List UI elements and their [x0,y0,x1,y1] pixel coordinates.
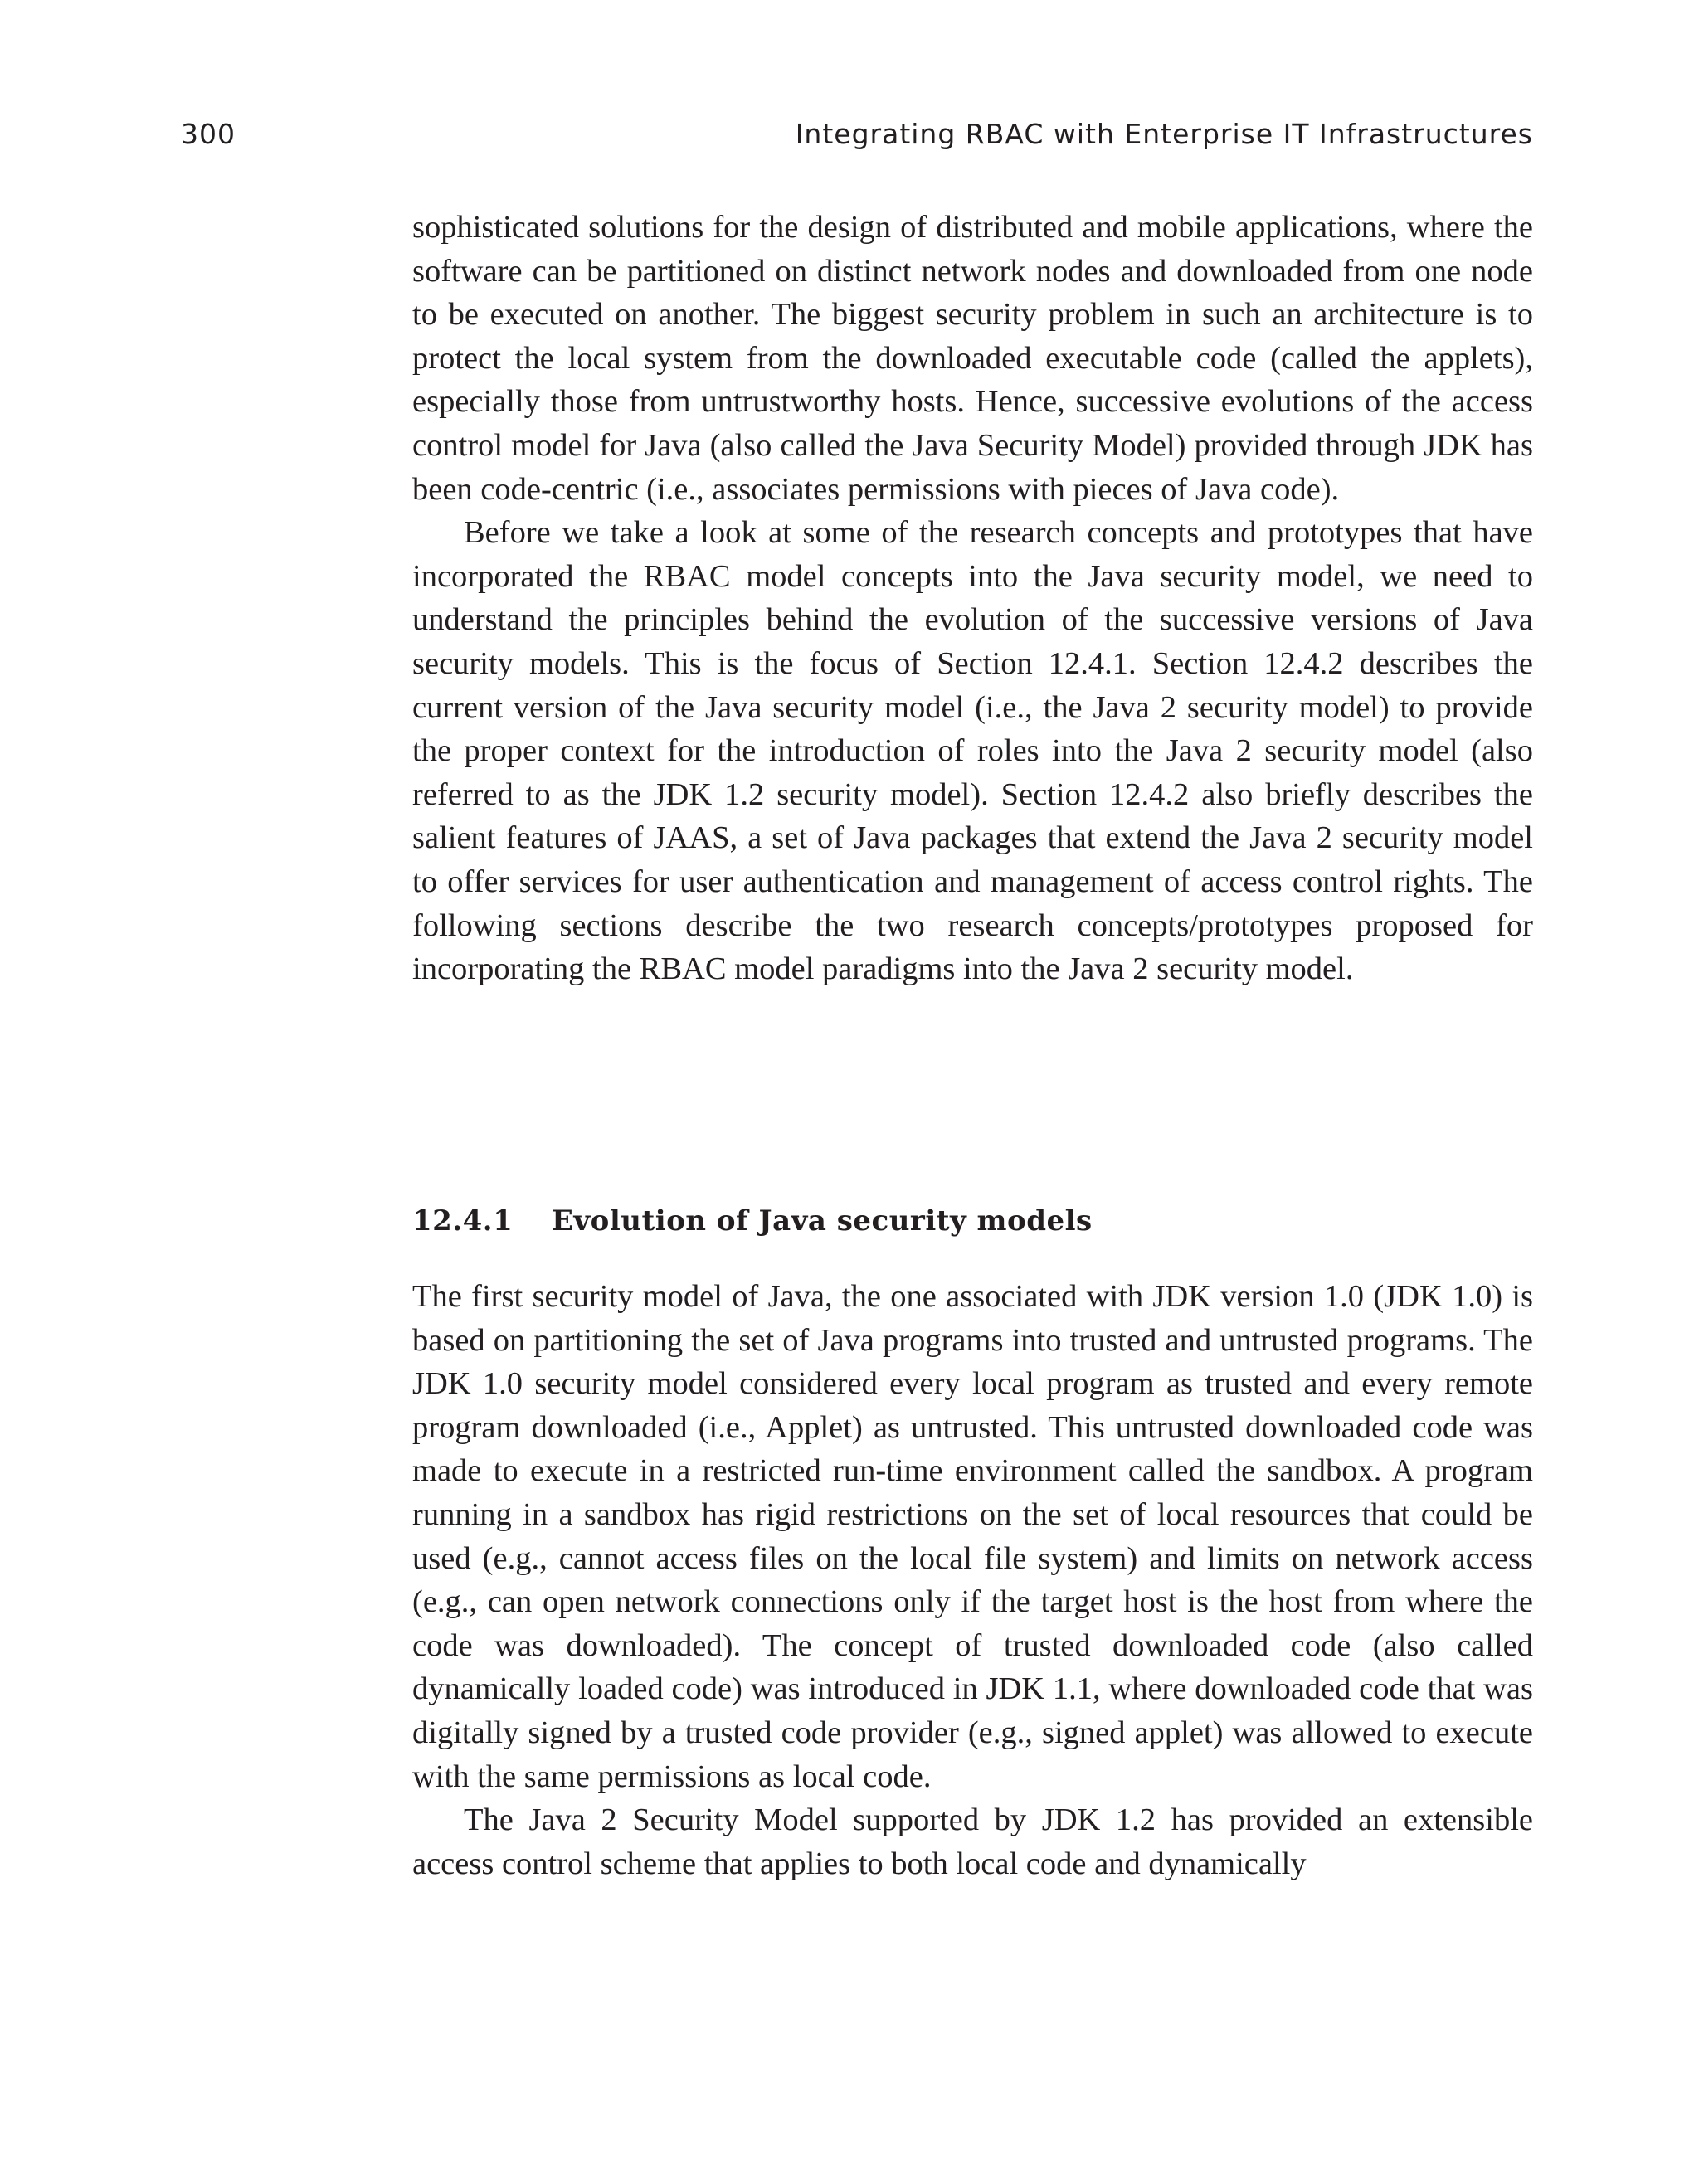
section-heading [412,1204,1533,1238]
paragraph: sophisticated solutions for the design of distributed and mobile applications, where the software can be partitioned on distinct network nodes and downloaded from one node to be executed on another. The biggest security problem in such an architecture is to protect the local system from the downloaded executable code (called the applets), especially those from untrustworthy hosts. Hence, successive evolutions of the access control model for Java (also called the Java Security Model) provided through JDK has been code-centric (i.e., associates permissions with pieces of Java code). [412,210,1533,507]
running-title: Integrating RBAC with Enterprise IT Infrastructures [795,118,1533,150]
section-body [412,1275,1533,1885]
paragraph: The first security model of Java, the one associated with JDK version 1.0 (JDK 1.0) is based on partitioning the set of Java programs into trusted and untrusted programs. The JDK 1.0 security model considered every local program as trusted and every remote program downloaded (i.e., Applet) as untrusted. This untrusted downloaded code was made to execute in a restricted run-time environment called the sandbox. A program running in a sandbox has rigid restrictions on the set of local resources that could be used (e.g., cannot access files on the local file system) and limits on network access (e.g., can open network connections only if the target host is the host from where the code was downloaded). The concept of trusted downloaded code (also called dynamically loaded code) was introduced in JDK 1.1, where downloaded code that was digitally signed by a trusted code provider (e.g., signed applet) was allowed to execute with the same permissions as local code. [412,1279,1533,1794]
paragraph: Before we take a look at some of the research concepts and prototypes that have incorporated the RBAC model concepts into the Java security model, we need to understand the principles behind the evolution of the successive versions of Java security models. This is the focus of Section 12.4.1. Section 12.4.2 describes the current version of the Java security model (i.e., the Java 2 security model) to provide the proper context for the introduction of roles into the Java 2 security model (also referred to as the JDK 1.2 security model). Section 12.4.2 also briefly describes the salient features of JAAS, a set of Java packages that extend the Java 2 security model to offer services for user authentication and management of access control rights. The following sections describe the two research concepts/prototypes proposed for incorporating the RBAC model paradigms into the Java 2 security model. [412,515,1533,987]
intro-text [412,206,1533,991]
paragraph: The Java 2 Security Model supported by JDK 1.2 has provided an extensible access control scheme that applies to both local code and dynamically [412,1802,1533,1881]
page-number: 300 [181,118,236,150]
running-head [181,118,1533,154]
section-title: Evolution of Java security models [552,1204,1093,1238]
section-number: 12.4.1 [412,1204,514,1238]
